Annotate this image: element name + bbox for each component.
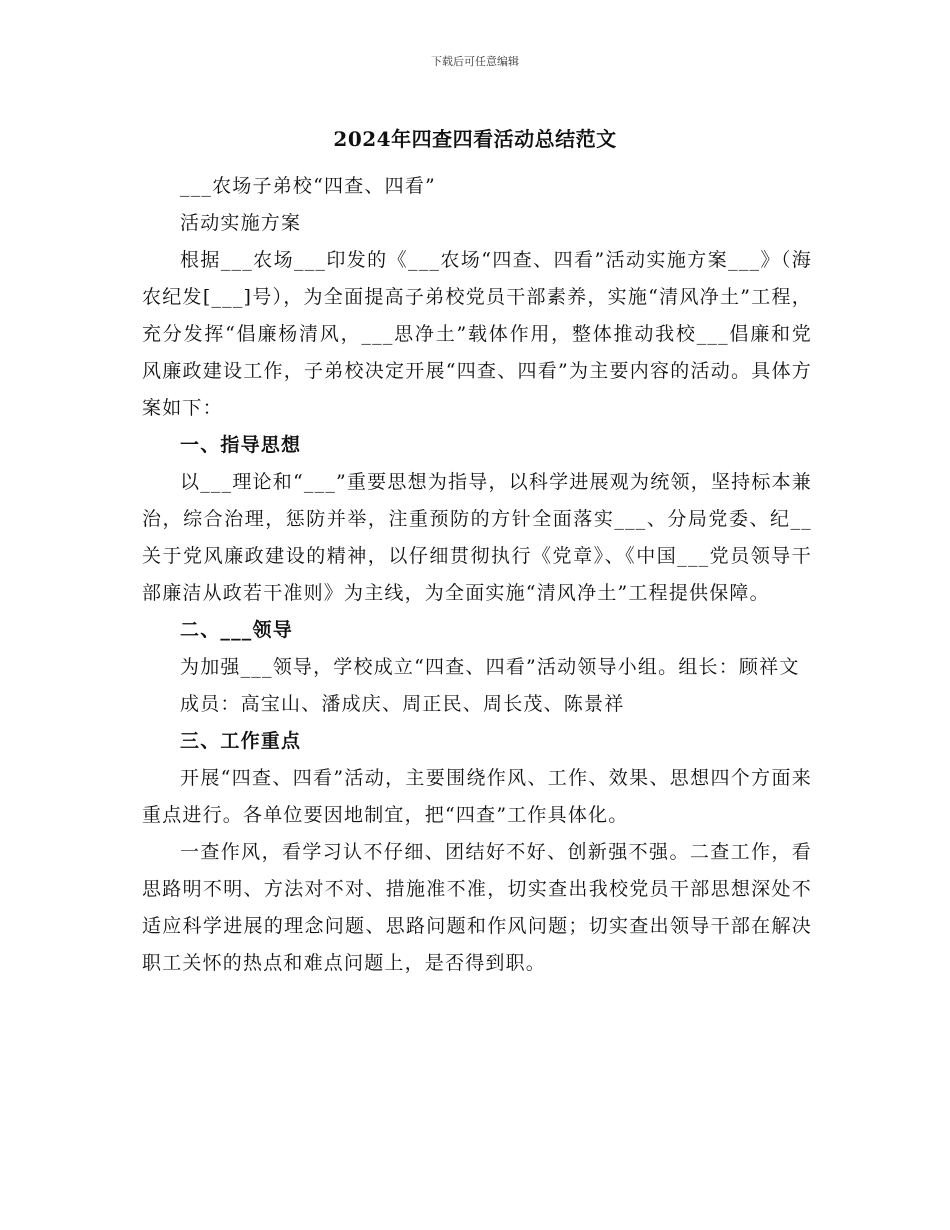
section-heading: 二、___领导 (180, 619, 293, 641)
paragraph: 一查作风，看学习认不仔细、团结好不好、创新强不强。二查工作，看思路明不明、方法对不对、措施准不准，切实查出我校党员干部思想深处不适应科学进展的理念问题、思路问题和作风问题；切实查出领导干部在解决职工关怀的热点和难点问题上，是否得到职。 (142, 841, 812, 974)
paragraph: 以___理论和“___”重要思想为指导，以科学进展观为统领，坚持标本兼治，综合治理，惩防并举，注重预防的方针全面落实___、分局党委、纪__关于党风廉政建设的精神，以仔细贯彻执行《党章》、《中国___党员领导干部廉洁从政若干准则》为主线，为全面实施“清风净土”工程提供保障。 (142, 471, 812, 604)
section-heading: 一、指导思想 (180, 434, 302, 456)
paragraph: 活动实施方案 (180, 212, 302, 234)
paragraph: 成员：高宝山、潘成庆、周正民、周长茂、陈景祥 (180, 693, 625, 715)
section-heading: 三、工作重点 (180, 730, 302, 752)
paragraph: 根据___农场___印发的《___农场“四查、四看”活动实施方案___》（海农纪发[___]号），为全面提高子弟校党员干部素养，实施“清风净土”工程，充分发挥“倡廉杨清风，___思净土”载体作用，整体推动我校___倡廉和党风廉政建设工作，子弟校决定开展“四查、四看”为主要内容的活动。具体方案如下： (142, 249, 812, 419)
paragraph: ___农场子弟校“四查、四看” (180, 175, 436, 197)
document-body (142, 168, 812, 982)
header-note: 下载后可任意编辑 (431, 55, 519, 68)
paragraph: 为加强___领导，学校成立“四查、四看”活动领导小组。组长：顾祥文 (180, 656, 800, 678)
paragraph: 开展“四查、四看”活动，主要围绕作风、工作、效果、思想四个方面来重点进行。各单位要因地制宜，把“四查”工作具体化。 (142, 767, 812, 826)
document-title: 2024年四查四看活动总结范文 (333, 127, 617, 151)
